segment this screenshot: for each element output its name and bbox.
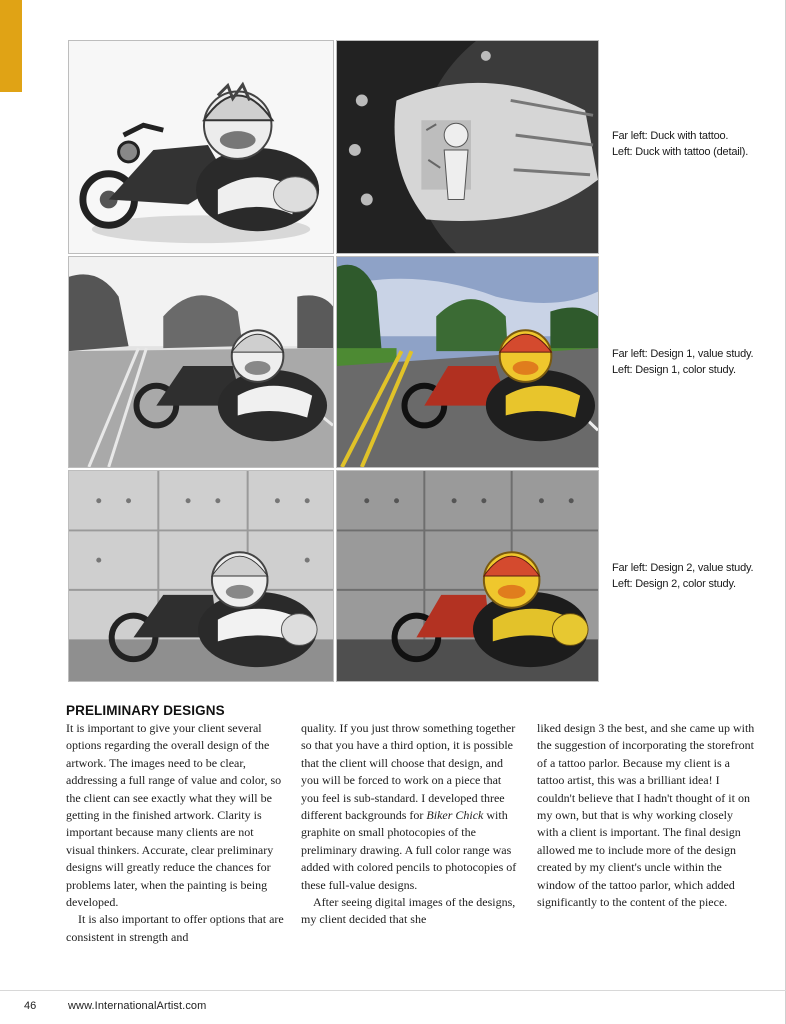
- col2-text-a: quality. If you just throw something together so that you have a third option, it is possible that the client will choose that design, and you will be forced to work on a piece that you feel is sub-standard. I developed three different backgrounds for: [301, 721, 516, 823]
- page-number: 46: [24, 1000, 37, 1012]
- caption-row1: [612, 128, 748, 160]
- duck-with-tattoo-image: [68, 40, 334, 254]
- caption-row1-line2: Left: Duck with tattoo (detail).: [612, 146, 749, 158]
- design-2-value-study-image: [68, 470, 334, 682]
- col2-paragraph-1: [301, 720, 519, 894]
- caption-row2: [612, 346, 753, 378]
- col3-paragraph-1: liked design 3 the best, and she came up with the suggestion of incorporating the storefront of a tattoo parlor. Because my client is a tattoo artist, this was a brilliant idea! I couldn't believe that I hadn't thought of it on my own, but that is why working closely with a client is important. The final design allowed me to include more of the design created by my client's uncle within the window of the tattoo parlor, which added significantly to the content of the piece.: [537, 721, 755, 910]
- section-heading: PRELIMINARY DESIGNS: [66, 703, 225, 718]
- col2-paragraph-2: After seeing digital images of the designs, my client decided that she: [301, 895, 516, 927]
- design-2-color-study-image: [336, 470, 599, 682]
- caption-row3-line1: Far left: Design 2, value study.: [612, 562, 754, 574]
- image-grid: [68, 40, 599, 682]
- caption-row2-line1: Far left: Design 1, value study.: [612, 348, 754, 360]
- design-1-value-study-image: [68, 256, 334, 468]
- col1-paragraph-1: It is important to give your client several options regarding the overall design of the artwork. The images need to be clear, addressing a full range of value and color, so the client can see exactly what they will be getting in the finished artwork. Clarity is important because many clients are not visual thinkers. Accurate, clear preliminary designs will greatly reduce the chances for problems later, when the painting is being developed.: [66, 721, 282, 910]
- design-1-color-study-image: [336, 256, 599, 468]
- caption-row3: [612, 560, 753, 592]
- footer-rule: [0, 990, 786, 991]
- duck-with-tattoo-detail-image: [336, 40, 599, 254]
- article-column-1: [66, 720, 284, 946]
- article-column-3: [537, 720, 755, 911]
- accent-bar: [0, 0, 22, 92]
- artwork-title: Biker Chick: [426, 808, 484, 823]
- caption-row2-line2: Left: Design 1, color study.: [612, 364, 736, 376]
- col1-paragraph-2: It is also important to offer options that are consistent in strength and: [66, 912, 284, 944]
- website-link[interactable]: www.InternationalArtist.com: [68, 1000, 207, 1012]
- caption-row3-line2: Left: Design 2, color study.: [612, 578, 736, 590]
- article-column-2: [301, 720, 519, 929]
- caption-row1-line1: Far left: Duck with tattoo.: [612, 130, 729, 142]
- col2-text-b: with graphite on small photocopies of the preliminary drawing. A full color range was added with colored pencils to photocopies of these full-value designs.: [301, 808, 517, 892]
